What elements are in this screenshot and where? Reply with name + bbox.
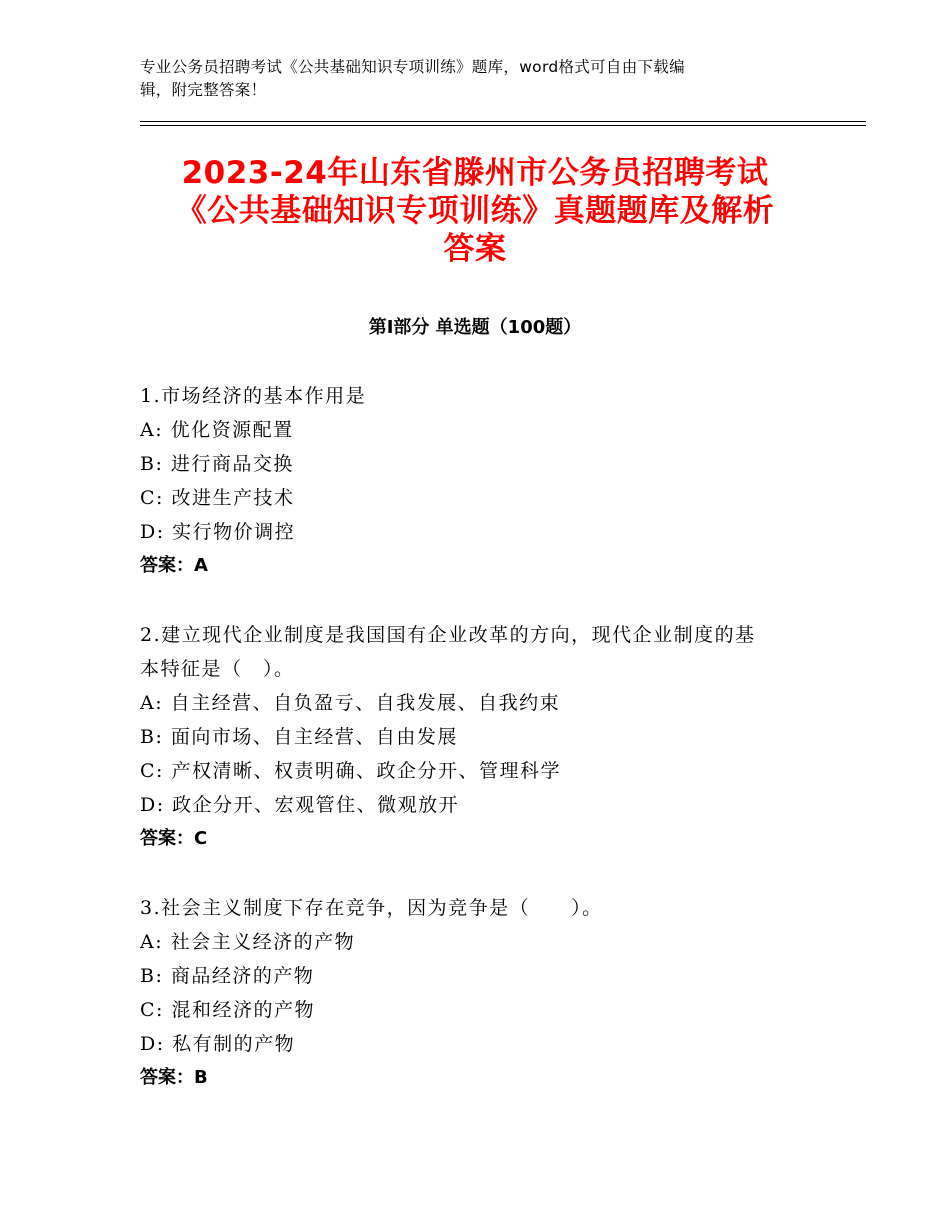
header-note-line-1: 专业公务员招聘考试《公共基础知识专项训练》题库，word格式可自由下载编	[140, 58, 685, 76]
title-line-2: 《公共基础知识专项训练》真题题库及解析	[175, 193, 775, 229]
section-heading: 第Ⅰ部分 单选题（100题）	[368, 317, 582, 338]
question-text: 3.社会主义制度下存在竞争，因为竞争是（ ）。	[140, 897, 603, 919]
answer: 答案：A	[140, 555, 208, 576]
answer: 答案：B	[140, 1067, 208, 1088]
header-note	[140, 56, 790, 102]
option-c: C: 混和经济的产物	[140, 999, 315, 1021]
question-text: 1.市场经济的基本作用是	[140, 385, 367, 407]
header-divider-thin	[140, 125, 866, 126]
option-c: C: 改进生产技术	[140, 487, 295, 509]
header-note-line-2: 辑，附完整答案！	[140, 81, 267, 99]
question-text: 2.建立现代企业制度是我国国有企业改革的方向，现代企业制度的基	[140, 624, 756, 646]
option-b: B: 面向市场、自主经营、自由发展	[140, 726, 458, 748]
option-a: A: 优化资源配置	[140, 419, 294, 441]
option-d: D: 实行物价调控	[140, 521, 296, 543]
header-divider-thick	[140, 121, 866, 122]
option-b: B: 进行商品交换	[140, 453, 294, 475]
question-1	[140, 379, 840, 583]
question-2	[140, 618, 840, 856]
option-d: D: 私有制的产物	[140, 1033, 296, 1055]
answer: 答案：C	[140, 828, 208, 849]
title-line-1: 2023-24年山东省滕州市公务员招聘考试	[181, 155, 769, 191]
question-3	[140, 891, 840, 1095]
option-b: B: 商品经济的产物	[140, 965, 315, 987]
document-title	[140, 154, 810, 268]
option-d: D: 政企分开、宏观管住、微观放开	[140, 794, 460, 816]
title-line-3: 答案	[443, 231, 507, 267]
question-text-continued: 本特征是（ ）。	[140, 658, 295, 680]
option-a: A: 社会主义经济的产物	[140, 931, 356, 953]
option-a: A: 自主经营、自负盈亏、自我发展、自我约束	[140, 692, 561, 714]
option-c: C: 产权清晰、权责明确、政企分开、管理科学	[140, 760, 561, 782]
